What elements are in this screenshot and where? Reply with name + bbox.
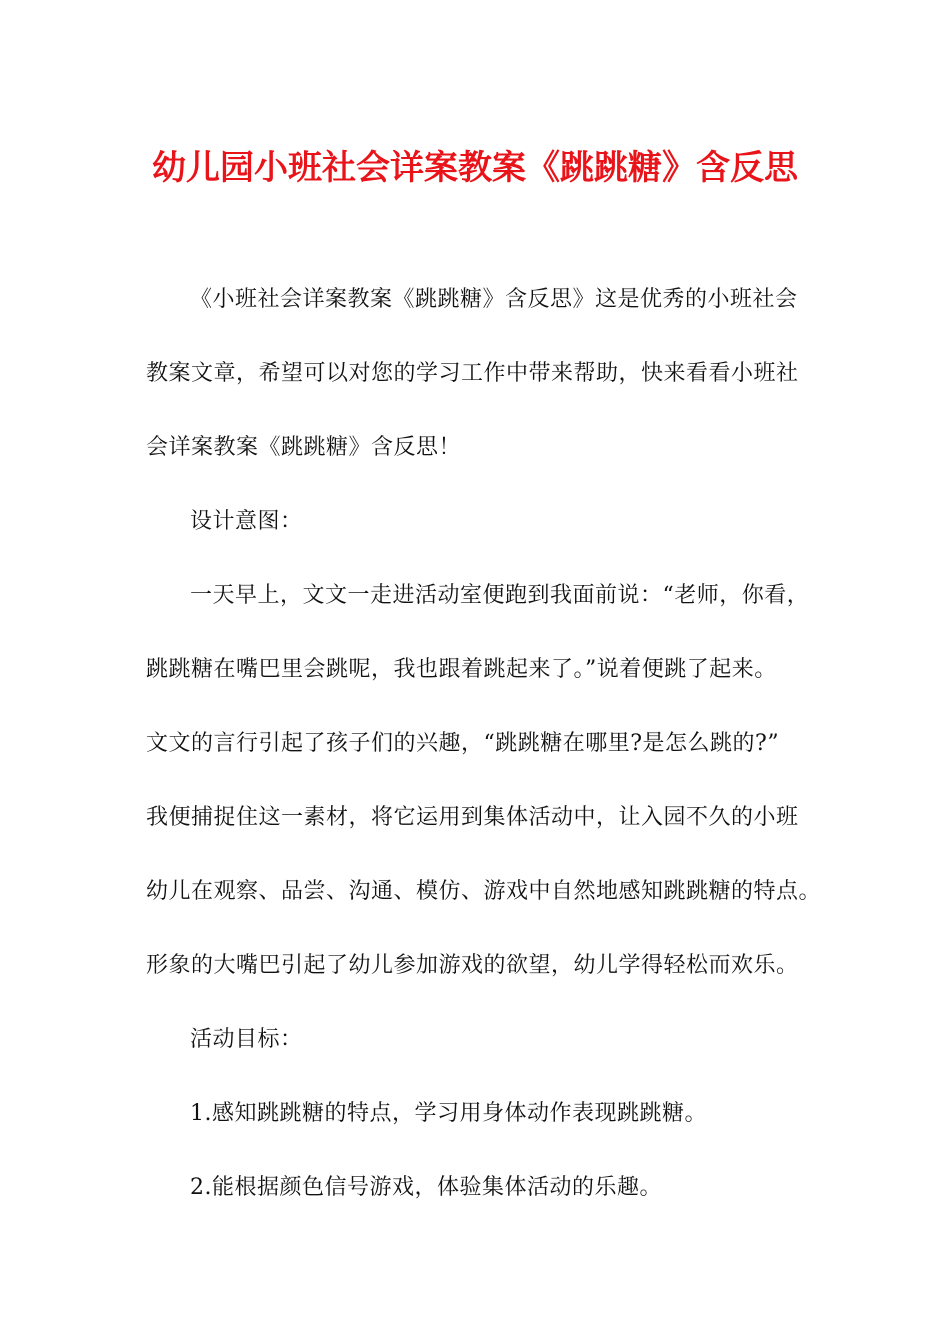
document-title: 幼儿园小班社会详案教案《跳跳糖》含反思 [152,148,798,188]
paragraph-line: 一天早上，文文一走进活动室便跑到我面前说：“老师，你看， [190,583,810,608]
paragraph-line: 会详案教案《跳跳糖》含反思！ [146,435,462,460]
goal-item-1: 1.感知跳跳糖的特点，学习用身体动作表现跳跳糖。 [190,1101,707,1126]
document-body [146,263,822,1225]
paragraph-line: 《小班社会详案教案《跳跳糖》含反思》这是优秀的小班社会 [190,287,798,312]
paragraph-line: 幼儿在观察、品尝、沟通、模仿、游戏中自然地感知跳跳糖的特点。 [146,879,822,904]
section-heading-activity-goals: 活动目标： [190,1027,303,1052]
paragraph-line: 教案文章，希望可以对您的学习工作中带来帮助，快来看看小班社 [146,361,799,386]
goal-item-2: 2.能根据颜色信号游戏，体验集体活动的乐趣。 [190,1175,662,1200]
paragraph-line: 跳跳糖在嘴巴里会跳呢，我也跟着跳起来了。”说着便跳了起来。 [146,657,777,682]
paragraph-line: 形象的大嘴巴引起了幼儿参加游戏的欲望，幼儿学得轻松而欢乐。 [146,953,799,978]
paragraph-line: 我便捕捉住这一素材，将它运用到集体活动中，让入园不久的小班 [146,805,799,830]
paragraph-line: 文文的言行引起了孩子们的兴趣，“跳跳糖在哪里?是怎么跳的?” [146,731,780,756]
section-heading-design-intent: 设计意图： [190,509,303,534]
